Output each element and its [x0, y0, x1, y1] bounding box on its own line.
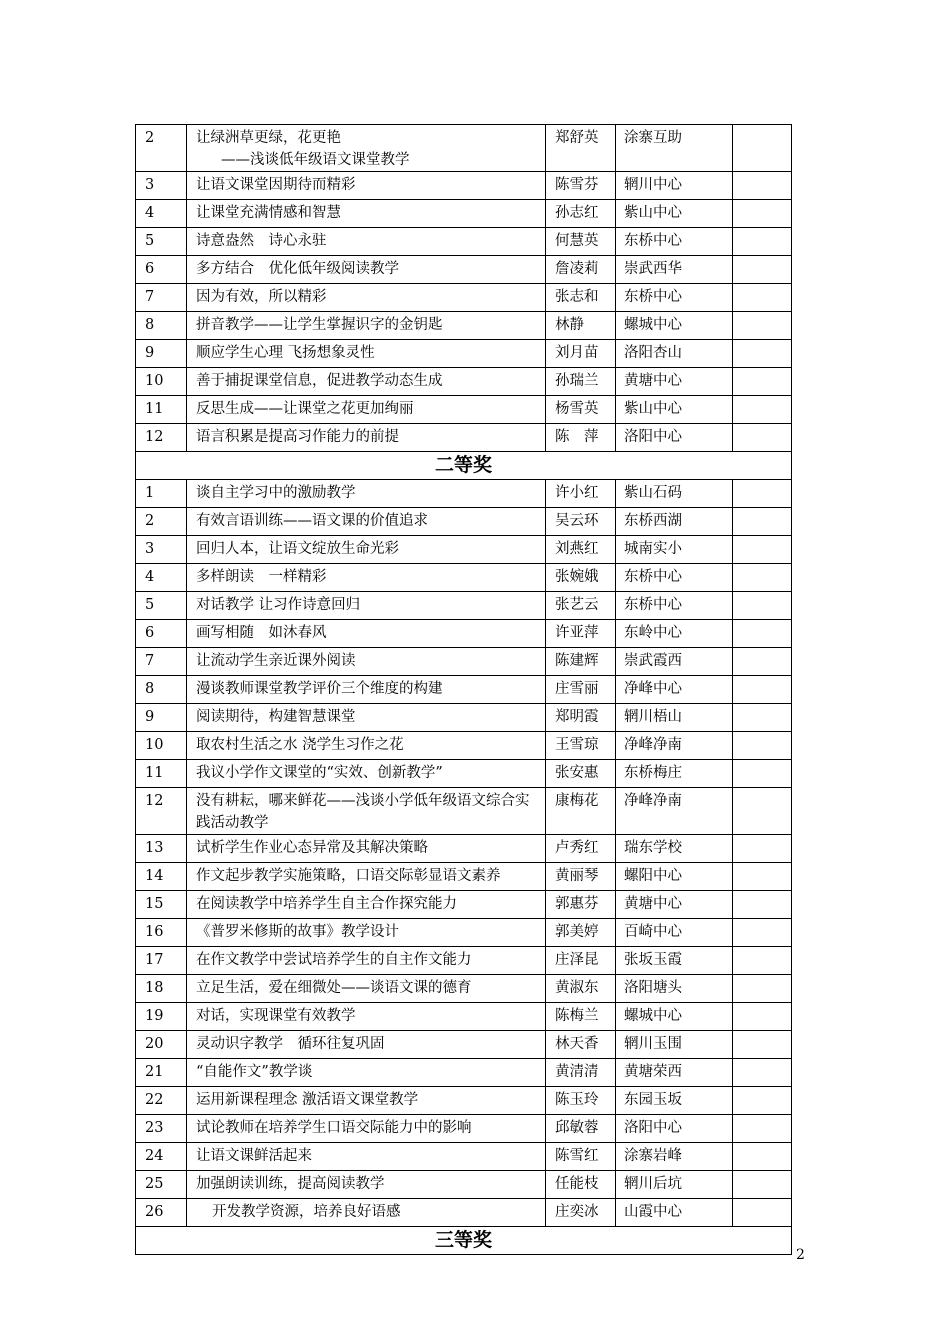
- entry-title: 善于捕捉课堂信息，促进教学动态生成: [196, 373, 443, 389]
- entry-title-cell: [187, 648, 546, 676]
- table-row: [136, 1059, 792, 1087]
- entry-number: 13: [136, 835, 187, 863]
- entry-title-cell: [187, 704, 546, 732]
- entry-number: 10: [136, 368, 187, 396]
- entry-title: 语言积累是提高习作能力的前提: [196, 429, 399, 445]
- entry-title-cell: [187, 1171, 546, 1199]
- table-row: [136, 1003, 792, 1031]
- table-row: [136, 228, 792, 256]
- entry-title-cell: [187, 340, 546, 368]
- entry-title-cell: [187, 228, 546, 256]
- empty-cell: [733, 125, 792, 172]
- entry-title: 取农村生活之水 浇学生习作之花: [196, 737, 404, 753]
- entry-title: 立足生活，爱在细微处——谈语文课的德育: [196, 980, 472, 996]
- entry-number: 9: [136, 704, 187, 732]
- empty-cell: [733, 396, 792, 424]
- empty-cell: [733, 863, 792, 891]
- entry-title-cell: [187, 863, 546, 891]
- school-name: 净峰净南: [616, 732, 733, 760]
- author-name: 杨雪英: [546, 396, 616, 424]
- entry-number: 15: [136, 891, 187, 919]
- entry-title-cell: [187, 760, 546, 788]
- entry-number: 7: [136, 284, 187, 312]
- entry-title: 有效言语训练——语文课的价值追求: [196, 513, 428, 529]
- section-heading-third-prize: [136, 1227, 792, 1255]
- school-name: 辋川中心: [616, 172, 733, 200]
- author-name: 张志和: [546, 284, 616, 312]
- entry-title: 画写相随 如沐春风: [196, 625, 327, 641]
- entry-title: 谈自主学习中的激励教学: [196, 485, 356, 501]
- author-name: 张婉娥: [546, 564, 616, 592]
- empty-cell: [733, 480, 792, 508]
- school-name: 东桥中心: [616, 228, 733, 256]
- empty-cell: [733, 835, 792, 863]
- entry-title-cell: [187, 1115, 546, 1143]
- entry-title-cell: [187, 592, 546, 620]
- author-name: 黄清清: [546, 1059, 616, 1087]
- entry-number: 10: [136, 732, 187, 760]
- entry-title: 试论教师在培养学生口语交际能力中的影响: [196, 1120, 472, 1136]
- entry-title: “自能作文”教学谈: [196, 1064, 313, 1080]
- school-name: 东桥中心: [616, 592, 733, 620]
- table-row: [136, 340, 792, 368]
- author-name: 陈 萍: [546, 424, 616, 452]
- table-row: [136, 947, 792, 975]
- author-name: 郭美婷: [546, 919, 616, 947]
- school-name: 辋川梧山: [616, 704, 733, 732]
- table-row: [136, 368, 792, 396]
- table-row: [136, 1171, 792, 1199]
- table-row: [136, 1199, 792, 1227]
- entry-title: 没有耕耘，哪来鲜花——浅谈小学低年级语文综合实践活动教学: [196, 793, 530, 831]
- table-row: [136, 891, 792, 919]
- author-name: 刘月苗: [546, 340, 616, 368]
- entry-number: 5: [136, 592, 187, 620]
- author-name: 吴云环: [546, 508, 616, 536]
- entry-number: 2: [136, 125, 187, 172]
- table-row: [136, 760, 792, 788]
- author-name: 许小红: [546, 480, 616, 508]
- empty-cell: [733, 891, 792, 919]
- school-name: 涂寨岩峰: [616, 1143, 733, 1171]
- author-name: 孙志红: [546, 200, 616, 228]
- entry-title-cell: [187, 536, 546, 564]
- table-row: [136, 788, 792, 835]
- author-name: 郑舒英: [546, 125, 616, 172]
- empty-cell: [733, 676, 792, 704]
- entry-title-cell: [187, 732, 546, 760]
- entry-title-cell: [187, 1003, 546, 1031]
- author-name: 黄丽琴: [546, 863, 616, 891]
- entry-number: 11: [136, 760, 187, 788]
- entry-title-cell: [187, 508, 546, 536]
- entry-title-cell: [187, 256, 546, 284]
- entry-title: 因为有效，所以精彩: [196, 289, 327, 305]
- school-name: 城南实小: [616, 536, 733, 564]
- entry-title-cell: [187, 835, 546, 863]
- section-heading-text: 三等奖: [136, 1227, 792, 1255]
- table-row: [136, 125, 792, 172]
- entry-number: 21: [136, 1059, 187, 1087]
- school-name: 张坂玉霞: [616, 947, 733, 975]
- entry-number: 8: [136, 312, 187, 340]
- empty-cell: [733, 564, 792, 592]
- empty-cell: [733, 1031, 792, 1059]
- entry-title: 《普罗米修斯的故事》教学设计: [196, 924, 399, 940]
- empty-cell: [733, 172, 792, 200]
- author-name: 林静: [546, 312, 616, 340]
- author-name: 詹凌莉: [546, 256, 616, 284]
- school-name: 涂寨互助: [616, 125, 733, 172]
- school-name: 东园玉坂: [616, 1087, 733, 1115]
- school-name: 黄塘中心: [616, 891, 733, 919]
- entry-title: 让课堂充满情感和智慧: [196, 205, 341, 221]
- author-name: 郭惠芬: [546, 891, 616, 919]
- entry-title: 让语文课堂因期待而精彩: [196, 177, 356, 193]
- empty-cell: [733, 1059, 792, 1087]
- entry-title: 试析学生作业心态异常及其解决策略: [196, 840, 428, 856]
- page-number: 2: [796, 1247, 805, 1263]
- entry-number: 2: [136, 508, 187, 536]
- school-name: 山霞中心: [616, 1199, 733, 1227]
- table-row: [136, 835, 792, 863]
- author-name: 张安惠: [546, 760, 616, 788]
- empty-cell: [733, 975, 792, 1003]
- table-row: [136, 284, 792, 312]
- second-prize-section: [136, 452, 792, 480]
- empty-cell: [733, 1199, 792, 1227]
- entry-number: 23: [136, 1115, 187, 1143]
- entry-title: 让绿洲草更绿，花更艳: [196, 130, 341, 146]
- empty-cell: [733, 788, 792, 835]
- entry-title: 对话，实现课堂有效教学: [196, 1008, 356, 1024]
- school-name: 螺城中心: [616, 1003, 733, 1031]
- empty-cell: [733, 732, 792, 760]
- school-name: 东桥梅庄: [616, 760, 733, 788]
- table-row: [136, 480, 792, 508]
- author-name: 陈梅兰: [546, 1003, 616, 1031]
- entry-number: 9: [136, 340, 187, 368]
- school-name: 黄塘中心: [616, 368, 733, 396]
- school-name: 洛阳塘头: [616, 975, 733, 1003]
- school-name: 辋川玉围: [616, 1031, 733, 1059]
- entry-title-cell: [187, 125, 546, 172]
- entry-title-cell: [187, 172, 546, 200]
- table-row: [136, 919, 792, 947]
- school-name: 东桥中心: [616, 284, 733, 312]
- table-row: [136, 676, 792, 704]
- empty-cell: [733, 228, 792, 256]
- empty-cell: [733, 312, 792, 340]
- empty-cell: [733, 508, 792, 536]
- table-row: [136, 732, 792, 760]
- table-row: [136, 592, 792, 620]
- school-name: 净峰中心: [616, 676, 733, 704]
- empty-cell: [733, 1171, 792, 1199]
- empty-cell: [733, 1087, 792, 1115]
- table-row: [136, 312, 792, 340]
- empty-cell: [733, 340, 792, 368]
- entry-number: 3: [136, 172, 187, 200]
- entry-title: 漫谈教师课堂教学评价三个维度的构建: [196, 681, 443, 697]
- section-heading-text: 二等奖: [136, 452, 792, 480]
- empty-cell: [733, 704, 792, 732]
- author-name: 任能枝: [546, 1171, 616, 1199]
- table-row: [136, 256, 792, 284]
- table-row: [136, 1115, 792, 1143]
- table-row: [136, 396, 792, 424]
- school-name: 黄塘荣西: [616, 1059, 733, 1087]
- third-prize-section: [136, 1227, 792, 1255]
- awards-table: [135, 124, 792, 1255]
- entry-subtitle: ——浅谈低年级语文课堂教学: [221, 152, 410, 168]
- entry-title: 在阅读教学中培养学生自主合作探究能力: [196, 896, 457, 912]
- entry-number: 25: [136, 1171, 187, 1199]
- entry-title-cell: [187, 312, 546, 340]
- entry-title: 运用新课程理念 激活语文课堂教学: [196, 1092, 419, 1108]
- school-name: 螺阳中心: [616, 863, 733, 891]
- entry-title: 作文起步教学实施策略，口语交际彰显语文素养: [196, 868, 501, 884]
- entry-title-cell: [187, 1199, 546, 1227]
- table-row: [136, 564, 792, 592]
- entry-number: 17: [136, 947, 187, 975]
- empty-cell: [733, 536, 792, 564]
- school-name: 辋川后坑: [616, 1171, 733, 1199]
- entry-title: 让语文课鲜活起来: [196, 1148, 312, 1164]
- entry-number: 4: [136, 564, 187, 592]
- entry-number: 8: [136, 676, 187, 704]
- author-name: 孙瑞兰: [546, 368, 616, 396]
- entry-title: 开发教学资源，培养良好语感: [212, 1204, 401, 1220]
- entry-title-cell: [187, 284, 546, 312]
- author-name: 庄雪丽: [546, 676, 616, 704]
- empty-cell: [733, 1003, 792, 1031]
- table-row: [136, 1031, 792, 1059]
- empty-cell: [733, 919, 792, 947]
- entry-title: 拼音教学——让学生掌握识字的金钥匙: [196, 317, 443, 333]
- table-row: [136, 863, 792, 891]
- entry-title-cell: [187, 676, 546, 704]
- entry-title: 阅读期待，构建智慧课堂: [196, 709, 356, 725]
- entry-title: 多样朗读 一样精彩: [196, 569, 327, 585]
- school-name: 崇武西华: [616, 256, 733, 284]
- author-name: 何慧英: [546, 228, 616, 256]
- entry-title: 灵动识字教学 循环往复巩固: [196, 1036, 385, 1052]
- author-name: 庄奕冰: [546, 1199, 616, 1227]
- entry-title: 加强朗读训练，提高阅读教学: [196, 1176, 385, 1192]
- entry-title: 我议小学作文课堂的“实效、创新教学”: [196, 765, 443, 781]
- empty-cell: [733, 284, 792, 312]
- entry-number: 6: [136, 620, 187, 648]
- entry-title-cell: [187, 620, 546, 648]
- school-name: 洛阳杏山: [616, 340, 733, 368]
- section-heading-second-prize: [136, 452, 792, 480]
- author-name: 庄泽昆: [546, 947, 616, 975]
- table-row: [136, 975, 792, 1003]
- entry-title-cell: [187, 788, 546, 835]
- school-name: 洛阳中心: [616, 1115, 733, 1143]
- entry-title: 反思生成——让课堂之花更加绚丽: [196, 401, 414, 417]
- school-name: 百崎中心: [616, 919, 733, 947]
- empty-cell: [733, 947, 792, 975]
- empty-cell: [733, 648, 792, 676]
- entry-title-cell: [187, 1059, 546, 1087]
- author-name: 邱敏蓉: [546, 1115, 616, 1143]
- entry-title-cell: [187, 975, 546, 1003]
- entry-title: 顺应学生心理 飞扬想象灵性: [196, 345, 375, 361]
- entry-title-cell: [187, 564, 546, 592]
- second-prize-rows: [136, 480, 792, 1227]
- entry-title: 多方结合 优化低年级阅读教学: [196, 261, 399, 277]
- school-name: 洛阳中心: [616, 424, 733, 452]
- table-row: [136, 620, 792, 648]
- entry-title-cell: [187, 480, 546, 508]
- entry-number: 24: [136, 1143, 187, 1171]
- table-row: [136, 508, 792, 536]
- entry-title-cell: [187, 200, 546, 228]
- entry-number: 12: [136, 788, 187, 835]
- school-name: 东岭中心: [616, 620, 733, 648]
- author-name: 陈建辉: [546, 648, 616, 676]
- empty-cell: [733, 424, 792, 452]
- school-name: 紫山中心: [616, 396, 733, 424]
- entry-number: 19: [136, 1003, 187, 1031]
- author-name: 刘燕红: [546, 536, 616, 564]
- first-prize-rows: [136, 125, 792, 452]
- school-name: 瑞东学校: [616, 835, 733, 863]
- entry-number: 1: [136, 480, 187, 508]
- entry-title-cell: [187, 947, 546, 975]
- author-name: 康梅花: [546, 788, 616, 835]
- entry-number: 3: [136, 536, 187, 564]
- entry-number: 12: [136, 424, 187, 452]
- entry-title-cell: [187, 424, 546, 452]
- entry-title-cell: [187, 1143, 546, 1171]
- table-row: [136, 1087, 792, 1115]
- school-name: 东桥中心: [616, 564, 733, 592]
- entry-number: 6: [136, 256, 187, 284]
- empty-cell: [733, 200, 792, 228]
- entry-number: 26: [136, 1199, 187, 1227]
- entry-title-cell: [187, 891, 546, 919]
- author-name: 林天香: [546, 1031, 616, 1059]
- entry-title: 诗意盎然 诗心永驻: [196, 233, 327, 249]
- author-name: 郑明霞: [546, 704, 616, 732]
- empty-cell: [733, 368, 792, 396]
- author-name: 陈雪芬: [546, 172, 616, 200]
- entry-title: 让流动学生亲近课外阅读: [196, 653, 356, 669]
- empty-cell: [733, 1143, 792, 1171]
- author-name: 黄淑东: [546, 975, 616, 1003]
- entry-title-cell: [187, 1031, 546, 1059]
- table-row: [136, 704, 792, 732]
- author-name: 王雪琼: [546, 732, 616, 760]
- entry-number: 22: [136, 1087, 187, 1115]
- entry-number: 20: [136, 1031, 187, 1059]
- school-name: 东桥西湖: [616, 508, 733, 536]
- entry-title-cell: [187, 368, 546, 396]
- school-name: 崇武霞西: [616, 648, 733, 676]
- school-name: 紫山中心: [616, 200, 733, 228]
- empty-cell: [733, 760, 792, 788]
- entry-number: 11: [136, 396, 187, 424]
- table-row: [136, 172, 792, 200]
- entry-number: 7: [136, 648, 187, 676]
- table-row: [136, 648, 792, 676]
- school-name: 螺城中心: [616, 312, 733, 340]
- table-row: [136, 1143, 792, 1171]
- school-name: 净峰净南: [616, 788, 733, 835]
- empty-cell: [733, 1115, 792, 1143]
- entry-title-cell: [187, 1087, 546, 1115]
- author-name: 许亚萍: [546, 620, 616, 648]
- entry-title-cell: [187, 919, 546, 947]
- table-row: [136, 536, 792, 564]
- table-row: [136, 200, 792, 228]
- school-name: 紫山石码: [616, 480, 733, 508]
- entry-number: 18: [136, 975, 187, 1003]
- entry-number: 4: [136, 200, 187, 228]
- entry-title-cell: [187, 396, 546, 424]
- entry-title: 对话教学 让习作诗意回归: [196, 597, 361, 613]
- author-name: 卢秀红: [546, 835, 616, 863]
- entry-number: 14: [136, 863, 187, 891]
- empty-cell: [733, 256, 792, 284]
- author-name: 陈玉玲: [546, 1087, 616, 1115]
- author-name: 陈雪红: [546, 1143, 616, 1171]
- entry-number: 5: [136, 228, 187, 256]
- entry-number: 16: [136, 919, 187, 947]
- entry-title: 回归人本，让语文绽放生命光彩: [196, 541, 399, 557]
- empty-cell: [733, 620, 792, 648]
- empty-cell: [733, 592, 792, 620]
- table-row: [136, 424, 792, 452]
- author-name: 张艺云: [546, 592, 616, 620]
- entry-title: 在作文教学中尝试培养学生的自主作文能力: [196, 952, 472, 968]
